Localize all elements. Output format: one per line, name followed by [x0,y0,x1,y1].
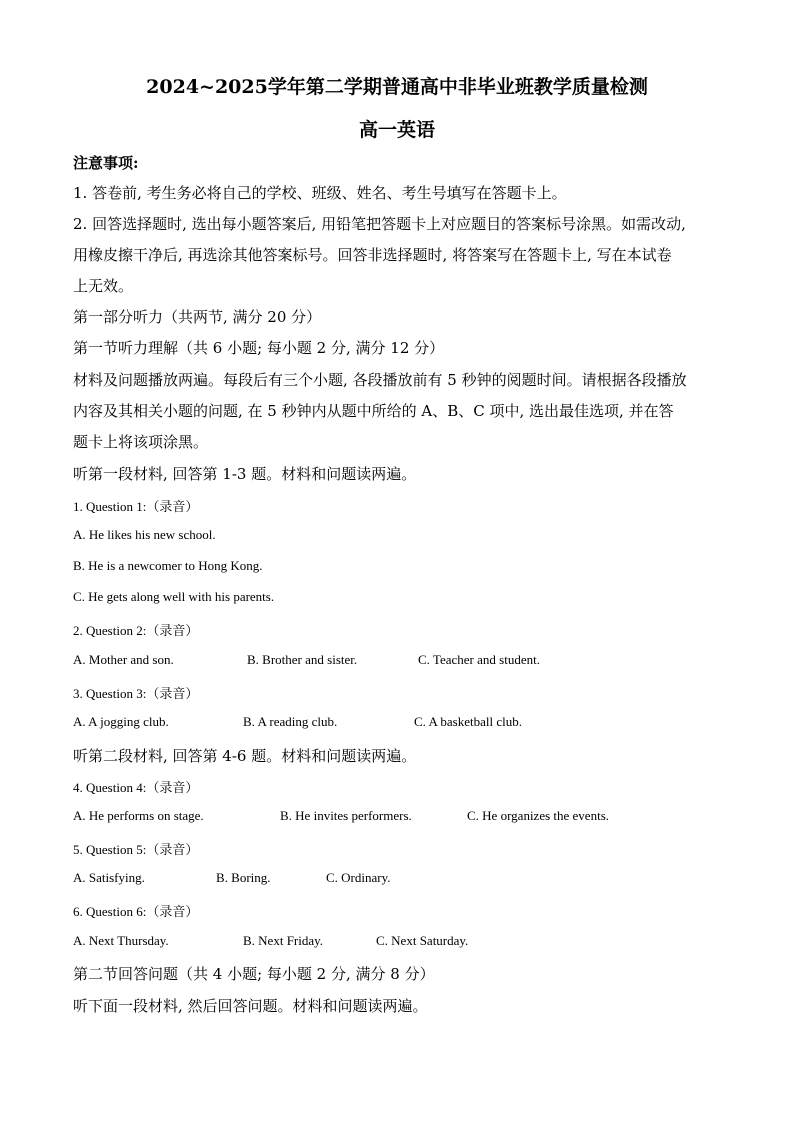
section2-instruction: 听下面一段材料, 然后回答问题。材料和问题读两遍。 [73,997,428,1015]
q5-option-c: C. Ordinary. [326,870,391,885]
question-3 [73,683,198,702]
question-label: 3. Question 3: [73,686,147,701]
note-2-line-3: 上无效。 [73,277,134,295]
audio-tag: （录音） [146,624,199,639]
question-label: 6. Question 6: [73,904,147,919]
exam-subject: 高一英语 [358,119,435,141]
audio-tag: （录音） [146,500,199,515]
q2-option-b: B. Brother and sister. [247,652,358,667]
q6-option-a: A. Next Thursday. [73,933,169,948]
instructions-line-2: 内容及其相关小题的问题, 在 5 秒钟内从题中所给的 A、B、C 项中, 选出最佳选项, 并在答 [73,402,674,420]
q5-option-a: A. Satisfying. [73,870,145,885]
instructions-line-1: 材料及问题播放两遍。每段后有三个小题, 各段播放前有 5 秒钟的阅题时间。请根据各段播放 [73,371,687,389]
q3-option-b: B. A reading club. [243,714,338,729]
q2-option-c: C. Teacher and student. [418,652,540,667]
note-1: 1. 答卷前, 考生务必将自己的学校、班级、姓名、考生号填写在答题卡上。 [73,184,567,202]
audio-tag: （录音） [146,843,199,858]
q3-option-c: C. A basketball club. [414,714,522,729]
q4-option-b: B. He invites performers. [280,808,412,823]
q5-option-b: B. Boring. [216,870,271,885]
question-label: 5. Question 5: [73,842,147,857]
question-1 [73,496,198,515]
q1-option-a: A. He likes his new school. [73,527,216,542]
notes-heading: 注意事项: [73,154,139,172]
note-2-line-2: 用橡皮擦干净后, 再选涂其他答案标号。回答非选择题时, 将答案写在答题卡上, 写在本试卷 [73,246,672,264]
question-label: 1. Question 1: [73,499,147,514]
question-6 [73,901,198,920]
note-2-line-1: 2. 回答选择题时, 选出每小题答案后, 用铅笔把答题卡上对应题目的答案标号涂黑。如需改动, [73,215,686,233]
q6-option-c: C. Next Saturday. [376,933,469,948]
q2-option-a: A. Mother and son. [73,652,174,667]
question-2 [73,620,198,639]
audio-tag: （录音） [146,905,199,920]
q6-option-b: B. Next Friday. [243,933,324,948]
section1-heading: 第一节听力理解（共 6 小题; 每小题 2 分, 满分 12 分） [73,339,445,357]
q1-option-c: C. He gets along well with his parents. [73,589,275,604]
section2-heading: 第二节回答问题（共 4 小题; 每小题 2 分, 满分 8 分） [73,965,435,983]
group2-instruction: 听第二段材料, 回答第 4-6 题。材料和问题读两遍。 [73,747,417,765]
part1-heading: 第一部分听力（共两节, 满分 20 分） [73,308,322,326]
q1-option-b: B. He is a newcomer to Hong Kong. [73,558,263,573]
q4-option-a: A. He performs on stage. [73,808,204,823]
exam-title: 2024~2025学年第二学期普通高中非毕业班教学质量检测 [146,76,648,98]
question-label: 2. Question 2: [73,623,147,638]
group1-instruction: 听第一段材料, 回答第 1-3 题。材料和问题读两遍。 [73,465,417,483]
question-label: 4. Question 4: [73,780,147,795]
instructions-line-3: 题卡上将该项涂黑。 [73,433,209,451]
audio-tag: （录音） [146,687,199,702]
q4-option-c: C. He organizes the events. [467,808,609,823]
audio-tag: （录音） [146,781,199,796]
question-4 [73,777,198,796]
question-5 [73,839,198,858]
q3-option-a: A. A jogging club. [73,714,169,729]
